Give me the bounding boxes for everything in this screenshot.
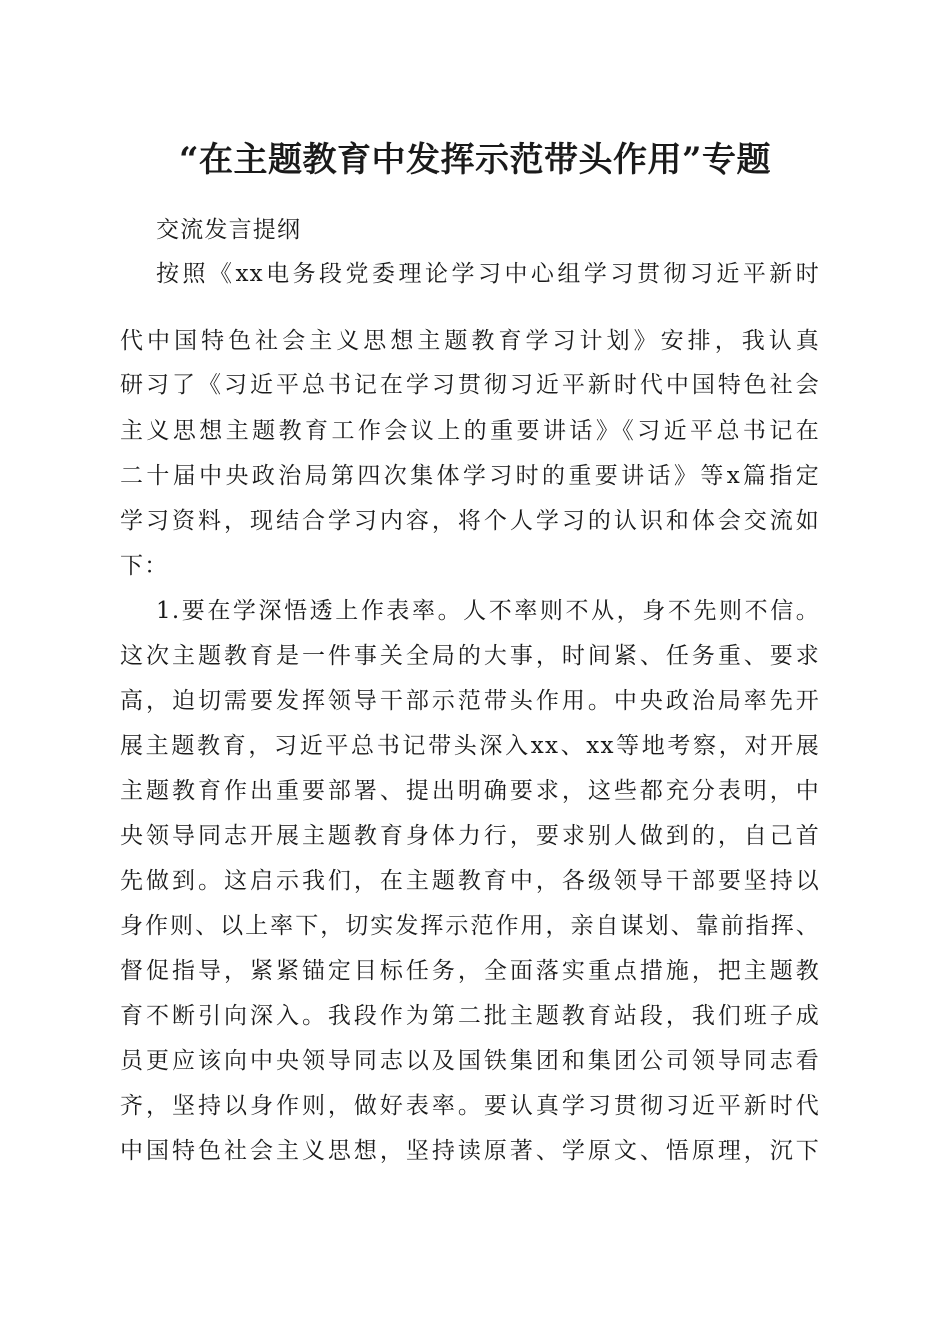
section-1-line: 身作则、以上率下，切实发挥示范作用，亲自谋划、靠前指挥、 (120, 913, 820, 939)
section-1-line: 中国特色社会主义思想，坚持读原著、学原文、悟原理，沉下 (120, 1138, 820, 1164)
section-1-line: 1.要在学深悟透上作表率。人不率则不从，身不先则不信。 (156, 598, 820, 624)
section-1-line: 育不断引向深入。我段作为第二批主题教育站段，我们班子成 (120, 1003, 820, 1029)
intro-line: 研习了《习近平总书记在学习贯彻习近平新时代中国特色社会 (120, 372, 820, 398)
intro-line: 下： (120, 553, 169, 579)
section-1-line: 主题教育作出重要部署、提出明确要求，这些都充分表明，中 (120, 778, 820, 804)
section-1-line: 这次主题教育是一件事关全局的大事，时间紧、任务重、要求 (120, 643, 820, 669)
section-1-line: 高，迫切需要发挥领导干部示范带头作用。中央政治局率先开 (120, 688, 820, 714)
section-1-line: 齐，坚持以身作则，做好表率。要认真学习贯彻习近平新时代 (120, 1093, 820, 1119)
section-1-line: 展主题教育，习近平总书记带头深入xx、xx等地考察，对开展 (120, 733, 820, 759)
section-1-line: 督促指导，紧紧锚定目标任务，全面落实重点措施，把主题教 (120, 958, 820, 984)
section-1-line: 央领导同志开展主题教育身体力行，要求别人做到的，自己首 (120, 823, 820, 849)
page-title: “在主题教育中发挥示范带头作用”专题 (178, 140, 772, 180)
intro-line: 二十届中央政治局第四次集体学习时的重要讲话》等x篇指定 (120, 463, 820, 489)
subtitle: 交流发言提纲 (156, 217, 302, 243)
intro-line: 学习资料，现结合学习内容，将个人学习的认识和体会交流如 (120, 508, 820, 534)
intro-line: 代中国特色社会主义思想主题教育学习计划》安排，我认真 (120, 328, 820, 354)
intro-line: 主义思想主题教育工作会议上的重要讲话》《习近平总书记在 (120, 418, 820, 444)
section-1-line: 员更应该向中央领导同志以及国铁集团和集团公司领导同志看 (120, 1048, 820, 1074)
section-1-line: 先做到。这启示我们，在主题教育中，各级领导干部要坚持以 (120, 868, 820, 894)
intro-line: 按照《xx电务段党委理论学习中心组学习贯彻习近平新时 (156, 261, 820, 287)
